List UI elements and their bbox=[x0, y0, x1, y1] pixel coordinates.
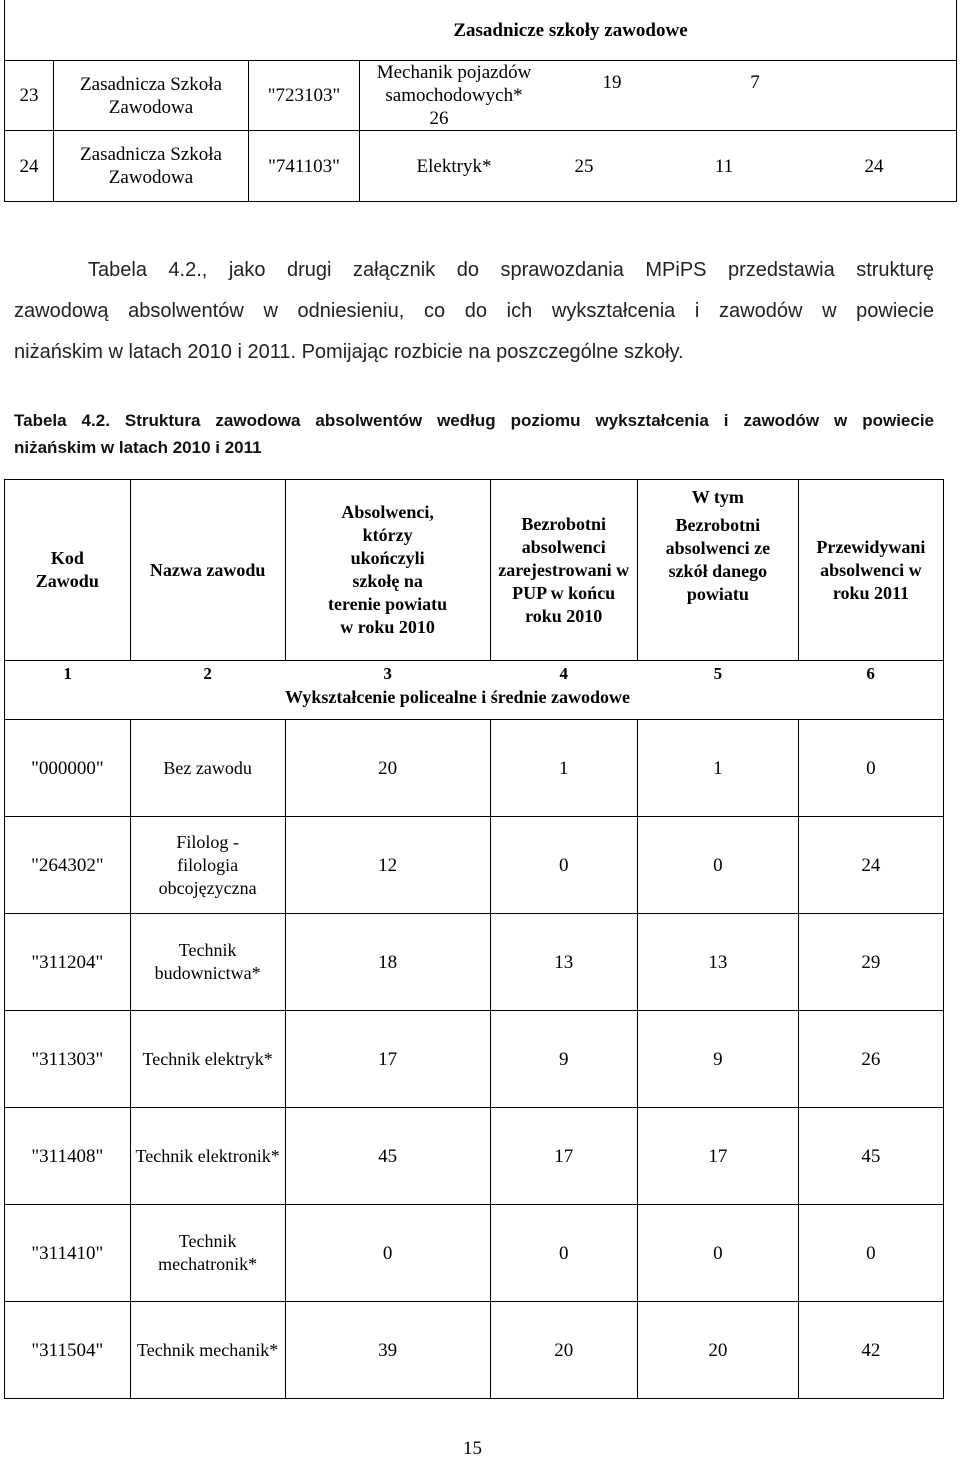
paragraph-line: zawodową absolwentów w odniesieniu, co do ich wykształcenia i zawodów w powiecie bbox=[14, 300, 934, 322]
value-cell: 17 bbox=[285, 1011, 490, 1108]
value-cell: 24 bbox=[864, 155, 884, 177]
paragraph-line: niżańskim w latach 2010 i 2011. Pomijając rozbicie na poszczególne szkoły. bbox=[14, 341, 684, 363]
value-cell: 39 bbox=[285, 1302, 490, 1399]
value-cell: 1 bbox=[490, 720, 637, 817]
value-cell: 0 bbox=[490, 1205, 637, 1302]
header-bezrobotni: Bezrobotni absolwenci zarejestrowani w PUP w końcu roku 2010 bbox=[490, 480, 637, 661]
header-przewidywani: Przewidywani absolwenci w roku 2011 bbox=[798, 480, 943, 661]
value-cell: 11 bbox=[714, 155, 734, 177]
main-table bbox=[4, 479, 944, 1399]
profession-values bbox=[360, 61, 957, 131]
value-cell: 17 bbox=[490, 1108, 637, 1205]
value-cell: 25 bbox=[574, 155, 594, 177]
value-cell: 45 bbox=[798, 1108, 943, 1205]
code-cell: "264302" bbox=[5, 817, 131, 914]
page-number: 15 bbox=[463, 1438, 482, 1459]
value-cell: 13 bbox=[637, 914, 798, 1011]
school-name: Zasadnicza Szkoła Zawodowa bbox=[54, 131, 249, 202]
header-absolwenci: Absolwenci, którzy ukończyli szkołę na terenie powiatu w roku 2010 bbox=[285, 480, 490, 661]
table-row bbox=[5, 131, 957, 202]
code-cell: "311303" bbox=[5, 1011, 131, 1108]
column-number: 2 bbox=[130, 661, 285, 687]
value-cell: 9 bbox=[490, 1011, 637, 1108]
value-cell: 0 bbox=[285, 1205, 490, 1302]
value-cell: 18 bbox=[285, 914, 490, 1011]
profession-values bbox=[360, 131, 957, 202]
value-cell: 26 bbox=[429, 108, 449, 129]
value-cell: 42 bbox=[798, 1302, 943, 1399]
name-cell: Technik budownictwa* bbox=[130, 914, 285, 1011]
name-cell: Technik mechatronik* bbox=[130, 1205, 285, 1302]
header-nazwa: Nazwa zawodu bbox=[130, 480, 285, 661]
row-number: 23 bbox=[5, 61, 54, 131]
value-cell: 7 bbox=[750, 72, 760, 94]
column-number: 3 bbox=[285, 661, 490, 687]
table-row bbox=[5, 720, 944, 817]
table-row bbox=[5, 61, 957, 131]
name-cell: Bez zawodu bbox=[130, 720, 285, 817]
table-row bbox=[5, 1205, 944, 1302]
section-label: Wykształcenie policealne i średnie zawodowe bbox=[5, 686, 944, 720]
value-cell: 12 bbox=[285, 817, 490, 914]
value-cell: 26 bbox=[798, 1011, 943, 1108]
profession-code: "723103" bbox=[249, 61, 360, 131]
profession-name: Mechanik pojazdów samochodowych* bbox=[376, 62, 532, 106]
header-w-tym: W tym bbox=[637, 480, 798, 515]
value-cell: 0 bbox=[637, 817, 798, 914]
table-row bbox=[5, 1302, 944, 1399]
table-caption bbox=[14, 407, 934, 461]
code-cell: "311204" bbox=[5, 914, 131, 1011]
value-cell: 19 bbox=[602, 72, 622, 94]
value-cell: 9 bbox=[637, 1011, 798, 1108]
table-row bbox=[5, 1108, 944, 1205]
code-cell: "311410" bbox=[5, 1205, 131, 1302]
value-cell: 0 bbox=[637, 1205, 798, 1302]
name-cell: Technik mechanik* bbox=[130, 1302, 285, 1399]
value-cell: 17 bbox=[637, 1108, 798, 1205]
header-kod: Kod Zawodu bbox=[5, 480, 131, 661]
caption-line: Tabela 4.2. Struktura zawodowa absolwentów według poziomu wykształcenia i zawodów w powiecie bbox=[14, 411, 934, 430]
value-cell: 20 bbox=[285, 720, 490, 817]
top-table bbox=[4, 0, 957, 202]
section-heading: Zasadnicze szkoły zawodowe bbox=[5, 0, 957, 61]
value-cell: 0 bbox=[490, 817, 637, 914]
code-cell: "311504" bbox=[5, 1302, 131, 1399]
header-bezrobotni-szkol: Bezrobotni absolwenci ze szkół danego powiatu bbox=[637, 514, 798, 661]
value-cell: 24 bbox=[798, 817, 943, 914]
profession-code: "741103" bbox=[249, 131, 360, 202]
name-cell: Technik elektryk* bbox=[130, 1011, 285, 1108]
column-number: 1 bbox=[5, 661, 131, 687]
code-cell: "000000" bbox=[5, 720, 131, 817]
value-cell: 13 bbox=[490, 914, 637, 1011]
value-cell: 20 bbox=[637, 1302, 798, 1399]
table-row bbox=[5, 817, 944, 914]
row-number: 24 bbox=[5, 131, 54, 202]
paragraph-line: Tabela 4.2., jako drugi załącznik do sprawozdania MPiPS przedstawia strukturę bbox=[88, 259, 934, 281]
value-cell: 29 bbox=[798, 914, 943, 1011]
value-cell: 45 bbox=[285, 1108, 490, 1205]
code-cell: "311408" bbox=[5, 1108, 131, 1205]
value-cell: 0 bbox=[798, 720, 943, 817]
column-number: 4 bbox=[490, 661, 637, 687]
caption-line: niżańskim w latach 2010 i 2011 bbox=[14, 438, 262, 457]
name-cell: Technik elektronik* bbox=[130, 1108, 285, 1205]
column-number: 5 bbox=[637, 661, 798, 687]
name-cell: Filolog - filologia obcojęzyczna bbox=[130, 817, 285, 914]
value-cell: 0 bbox=[798, 1205, 943, 1302]
profession-name: Elektryk* bbox=[416, 155, 492, 177]
column-number: 6 bbox=[798, 661, 943, 687]
body-paragraph bbox=[14, 250, 934, 373]
table-row bbox=[5, 914, 944, 1011]
value-cell: 1 bbox=[637, 720, 798, 817]
value-cell: 20 bbox=[490, 1302, 637, 1399]
school-name: Zasadnicza Szkoła Zawodowa bbox=[54, 61, 249, 131]
table-row bbox=[5, 1011, 944, 1108]
